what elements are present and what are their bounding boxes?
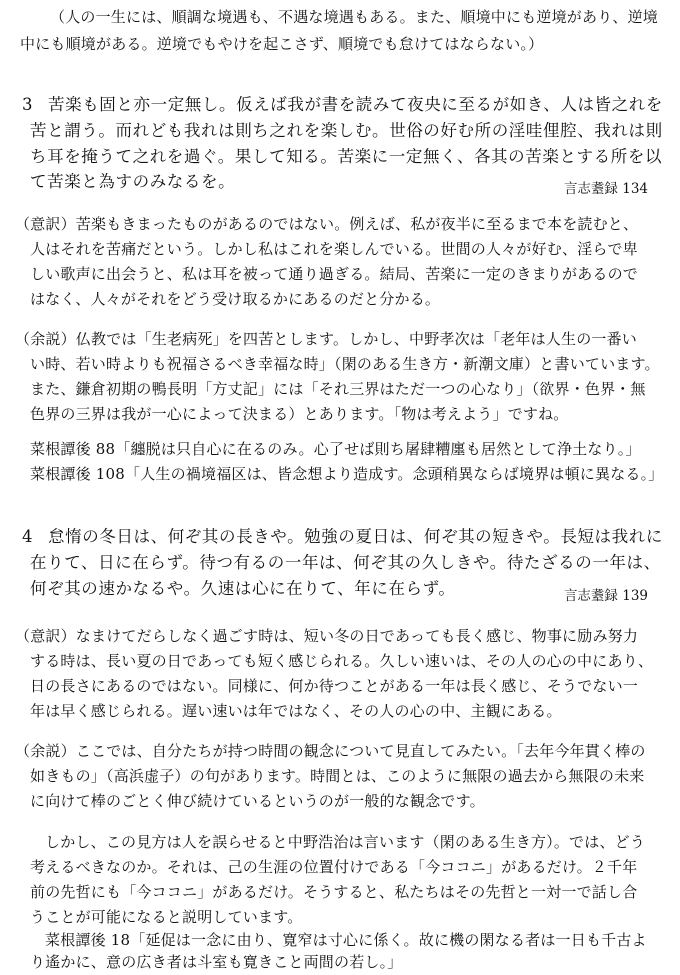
commentary-line: （余説）ここでは、自分たちが持つ時間の観念について見直してみたい。「去年今年貫く棒の	[15, 742, 646, 760]
source-text-line: 苦楽も固と亦一定無し。仮えば我が書を読みて夜央に至るが如き、人は皆之れを	[48, 95, 663, 114]
source-text-line: 苦と謂う。而れども我れは則ち之れを楽しむ。世俗の好む所の淫哇俚腔、我れは則	[30, 121, 663, 140]
commentary-line: （余説）仏教では「生老病死」を四苦とします。しかし、中野孝次は「老年は人生の一番い	[15, 330, 638, 348]
section-number: 4	[22, 527, 34, 546]
saikon-quote-line: り遙かに、意の広き者は斗室も寛きこと両間の若し。」	[30, 953, 403, 971]
intro-line: （人の一生には、順調な境遇も、不遇な境遇もある。また、順境中にも逆境があり、逆境	[50, 8, 659, 26]
paragraph-line: うことが可能になると説明しています。	[30, 908, 303, 926]
section-number: 3	[22, 95, 34, 114]
translation-line: （意訳）なまけてだらしなく過ごす時は、短い冬の日であっても長く感じ、物事に励み努力	[15, 627, 639, 645]
source-text-line: 在りて、日に在らず。待つ有るの一年は、何ぞ其の久しきや。待たざるの一年は、	[30, 553, 661, 572]
source-text-line: ち耳を掩うて之れを過ぐ。果して知る。苦楽に一定無く、各其の苦楽とする所を以	[30, 147, 663, 166]
paragraph-line: 考えるべきなのか。それは、己の生涯の位置付けである「今ココニ」があるだけ。２千年	[30, 858, 638, 876]
saikon-quote-line: 菜根譚後 88「纏脱は只自心に在るのみ。心了せば則ち屠肆糟廛も居然として浄土なり。」	[30, 440, 641, 458]
commentary-line: に向けて棒のごとく伸び続けているというのが一般的な観念です。	[30, 792, 485, 810]
source-text-line: 怠惰の冬日は、何ぞ其の長きや。勉強の夏日は、何ぞ其の短きや。長短は我れに	[48, 527, 663, 546]
translation-line: はなく、人々がそれをどう受け取るかにあるのだと分かる。	[30, 290, 441, 308]
translation-line: 日の長さにあるのではない。同様に、何か待つことがある一年は長く感じ、そうでない一	[30, 677, 639, 695]
commentary-line: 色界の三界は我が一心によって決まる）とあります。「物は考えよう」ですね。	[30, 405, 569, 423]
commentary-line: 如きもの」（高浜虚子）の句があります。時間とは、このように無限の過去から無限の未来	[30, 767, 645, 785]
translation-line: しい歌声に出会うと、私は耳を被って通り過ぎる。結局、苦楽に一定のきまりがあるので	[30, 265, 639, 283]
translation-line: 年は早く感じられる。遅い速いは年ではなく、その人の心の中、主観にある。	[30, 702, 562, 720]
source-text-line: て苦楽と為すのみなるを。	[30, 172, 236, 191]
source-citation: 言志耋録 139	[563, 588, 648, 604]
intro-line: 中にも順境がある。逆境でもやけを起こさず、順境でも怠けてはならない。）	[20, 35, 544, 53]
paragraph-line: 前の先哲にも「今ココニ」があるだけ。そうすると、私たちはその先哲と一対一で話し合	[30, 883, 638, 901]
commentary-line: また、鎌倉初期の鴨長明「方丈記」には「それ三界はただ一つの心なり」（欲界・色界・無	[30, 380, 646, 398]
translation-line: （意訳）苦楽もきまったものがあるのではない。例えば、私が夜半に至るまで本を読むと、	[15, 215, 639, 233]
translation-line: する時は、長い夏の日であっても短く感じられる。久しい速いは、その人の心の中にあり、	[30, 652, 654, 670]
source-citation: 言志耋録 134	[563, 181, 648, 197]
saikon-quote-line: 菜根譚後 108「人生の禍境福区は、皆念想より造成す。念頭稍異ならば境界は頓に異なる。」	[30, 465, 664, 483]
source-text-line: 何ぞ其の速かなるや。久速は心に在りて、年に在らず。	[30, 579, 456, 598]
translation-line: 人はそれを苦痛だという。しかし私はこれを楽しんでいる。世間の人々が好む、淫らで卑	[30, 240, 638, 258]
commentary-line: い時、若い時よりも祝福さるべき幸福な時」（閑のある生き方・新潮文庫）と書いています。	[30, 355, 660, 373]
saikon-quote-line: 菜根譚後 18「延促は一念に由り、寛窄は寸心に係く。故に機の閑なる者は一日も千古よ	[45, 931, 647, 949]
paragraph-line: しかし、この見方は人を誤らせると中野浩治は言います（閑のある生き方）。では、どう	[45, 833, 646, 851]
